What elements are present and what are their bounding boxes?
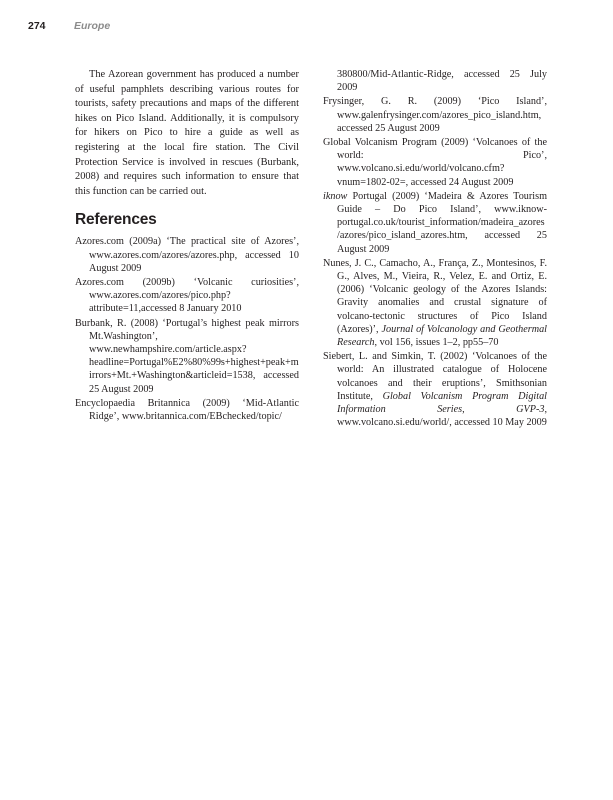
reference-entry: Nunes, J. C., Camacho, A., França, Z., Montesinos, F. G., Alves, M., Vieira, R., Velez, E. and Ortiz, E. (2006) ‘Volcanic geology of the Azores Islands: Gravity anomalies and crustal signature of volcano-tectonic structures of Pico Island (Azores)’, Journal of Volcanology and Geothermal Research, vol 156, issues 1–2, pp55–70 [323, 257, 548, 349]
reference-entry: Frysinger, G. R. (2009) ‘Pico Island’, www.galenfrysinger.com/azores_pico_island.htm, accessed 25 August 2009 [323, 96, 547, 134]
reference-entry: Azores.com (2009b) ‘Volcanic curiosities’, www.azores.com/azores/pico.php?attribute=11,accessed 8 January 2010 [75, 276, 299, 315]
reference-entry: Encyclopaedia Britannica (2009) ‘Mid-Atlantic Ridge’, www.britannica.com/EBchecked/topic/ [75, 397, 299, 422]
reference-entry: Global Volcanism Program (2009) ‘Volcanoes of the world: Pico’, www.volcano.si.edu/world/volcano.cfm?vnum=1802-02=, accessed 24 August 2009 [323, 137, 547, 188]
page-number: 274 [28, 20, 46, 32]
reference-entry: Burbank, R. (2008) ‘Portugal’s highest peak mirrors Mt.Washington’, www.newhampshire.com/article.aspx?headline=Portugal%E2%80%99s+highest+peak+mirrors+Mt.+Washington&articleid=1538, accessed 25 August 2009 [75, 317, 299, 395]
reference-continuation: 380800/Mid-Atlantic-Ridge, accessed 25 July 2009 [337, 69, 547, 94]
references-list-right [323, 68, 547, 429]
right-column [323, 68, 547, 430]
references-list-left [75, 235, 299, 423]
reference-entry: iknow Portugal (2009) ‘Madeira & Azores Tourism Guide – Do Pico Island’, www.iknow-portugal.co.uk/tourist_information/madeira_azores/azores/pico_island_azores.htm, accessed 25 August 2009 [323, 190, 547, 255]
reference-entry: Azores.com (2009a) ‘The practical site of Azores’, www.azores.com/azores/azores.php, accessed 10 August 2009 [75, 236, 299, 274]
running-head: Europe [74, 20, 111, 32]
body-paragraph: The Azorean government has produced a number of useful pamphlets describing various routes for tourists, safety precautions and maps of the different hikes on Pico Island. Additionally, it is compulsory for hikers on Pico to hire a guide as well as registering at the local fire station. The Civil Protection Service is involved in rescues (Burbank, 2008) and requires such information to ensure that this function can be carried out. [75, 69, 299, 197]
left-column [75, 68, 299, 424]
references-heading: References [75, 211, 157, 229]
reference-entry: Siebert, L. and Simkin, T. (2002) ‘Volcanoes of the world: An illustrated catalogue of Holocene volcanoes and their eruptions’, Smithsonian Institute, Global Volcanism Program Digital Information Series, GVP-3, www.volcano.si.edu/world/, accessed 10 May 2009 [323, 351, 547, 429]
